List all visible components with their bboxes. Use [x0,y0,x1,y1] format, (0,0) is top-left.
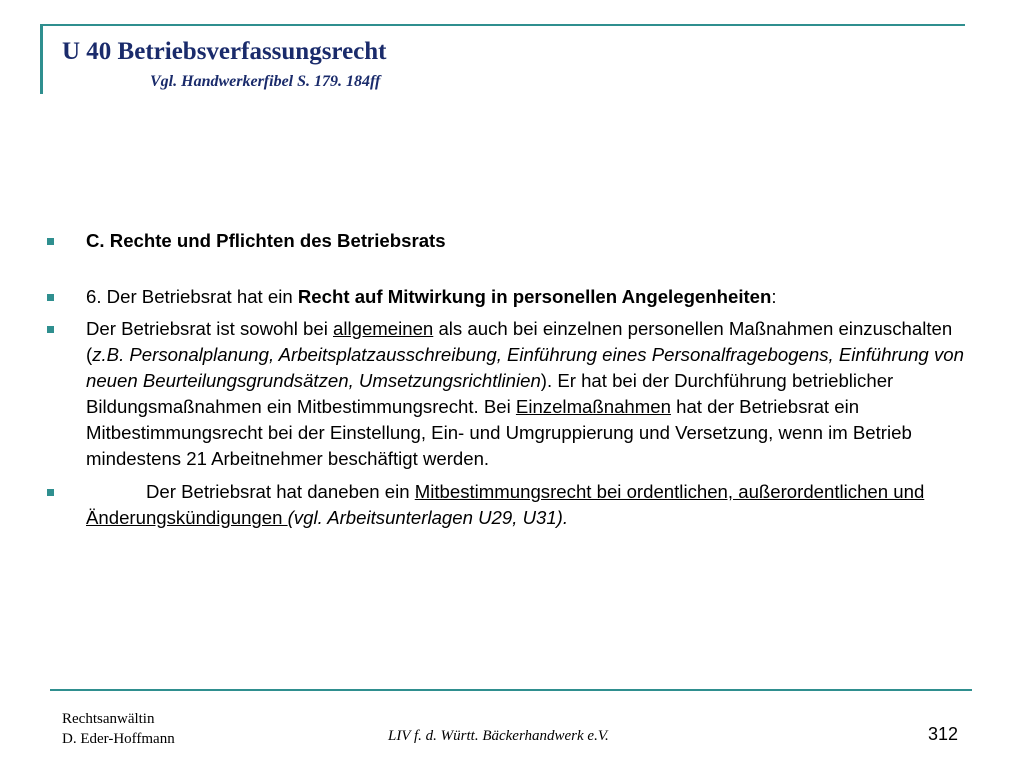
bullet-item-massnahmen [42,316,982,472]
header-accent-bar [40,24,43,94]
square-bullet-icon [47,326,54,333]
bullet-text-underlined: allgemeinen [333,318,434,339]
bullet-item-heading [42,228,982,254]
bullet-text-bold: Recht auf Mitwirkung in personellen Angelegenheiten [297,286,772,307]
square-bullet-icon [47,489,54,496]
bullet-text: C. Rechte und Pflichten des Betriebsrats [86,230,446,251]
header-rule [42,24,965,26]
bullet-text-italic: (vgl. Arbeitsunterlagen U29, U31). [287,507,569,528]
slide-content [42,228,982,531]
bullet-text-underlined: Mitbestimmungsrecht bei ordentlichen, außerordentlichen und Änderungskündigungen [86,481,925,528]
square-bullet-icon [47,294,54,301]
bullet-text: 6. Der Betriebsrat hat ein [86,286,298,307]
footer-organization: LIV f. d. Württ. Bäckerhandwerk e.V. [388,728,609,744]
bullet-text: als auch bei einzelnen personellen Maßnahmen einzuschalten ( [86,318,953,365]
footer-author-name: D. Eder-Hoffmann [62,731,175,747]
bullet-item-kuendigungen [42,479,982,531]
slide-title: U 40 Betriebsverfassungsrecht [62,38,387,65]
bullet-text: Der Betriebsrat ist sowohl bei [86,318,333,339]
footer-author-role: Rechtsanwältin [62,711,155,727]
bullet-text: ). Er hat bei der Durchführung betrieblicher Bildungsmaßnahmen ein Mitbestimmungsrecht. Bei [86,370,894,417]
page-number: 312 [928,724,959,744]
square-bullet-icon [47,238,54,245]
bullet-text: hat der Betriebsrat ein Mitbestimmungsrecht bei der Einstellung, Ein- und Umgruppierung und Versetzung, wenn im Betrieb mindestens 21 Arbeitnehmer beschäftigt werden. [86,396,912,469]
bullet-item-mitwirkung [42,284,982,310]
footer-author [62,709,175,749]
bullet-text: : [771,286,777,307]
footer-rule [50,689,972,691]
slide-subtitle: Vgl. Handwerkerfibel S. 179. 184ff [150,73,381,90]
bullet-text-underlined: Einzelmaßnahmen [515,396,671,417]
bullet-text: Der Betriebsrat hat daneben ein [146,481,415,502]
bullet-text-italic: z.B. Personalplanung, Arbeitsplatzausschreibung, Einführung eines Personalfragebogens, Einführung von neuen Beurteilungsgrundsätzen, Umsetzungsrichtlinien [86,344,964,391]
